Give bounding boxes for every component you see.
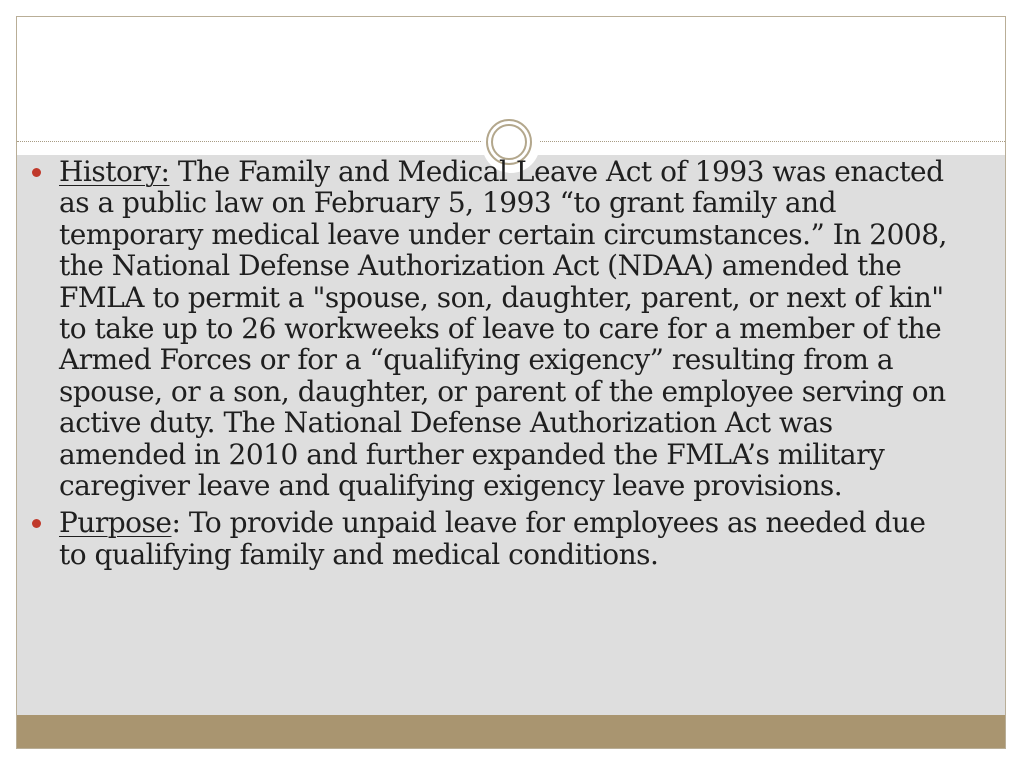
footer-band — [17, 715, 1005, 749]
bullet-lead: Purpose — [59, 506, 172, 540]
bullet-lead: History: — [59, 155, 170, 188]
bullet-text: : To provide unpaid leave for employees as needed due to qualifying family and medical conditions. — [59, 506, 926, 571]
bullet-purpose — [30, 507, 950, 570]
bullet-history — [30, 156, 950, 501]
bullet-dot-icon — [32, 519, 41, 528]
bullet-text: The Family and Medical Leave Act of 1993 was enacted as a public law on February 5, 1993 “to grant family and temporary medical leave under certain circumstances.” In 2008, the National Defense Authorization Act (NDAA) amended the FMLA to permit a "spouse, son, daughter, parent, or next of kin" to take up to 26 workweeks of leave to care for a member of the Armed Forces or for a “qualifying exigency” resulting from a spouse, or a son, daughter, or parent of the employee serving on active duty. The National Defense Authorization Act was amended in 2010 and further expanded the FMLA’s military caregiver leave and qualifying exigency leave provisions. — [59, 155, 947, 503]
bullet-list — [30, 156, 950, 576]
bullet-dot-icon — [32, 168, 41, 177]
